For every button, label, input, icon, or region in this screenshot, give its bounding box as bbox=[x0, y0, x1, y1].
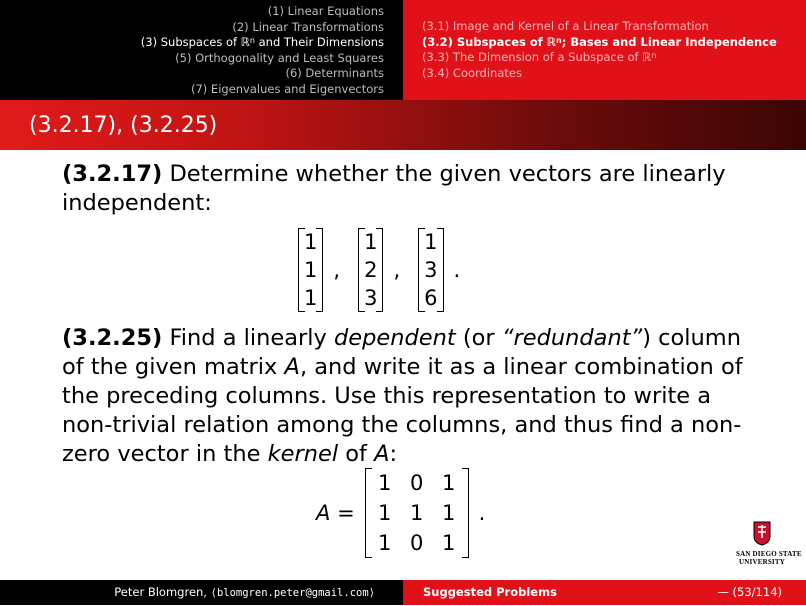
section-link-3-text: (3) Subspaces of ℝ bbox=[140, 35, 250, 49]
matrix-entry: 1 bbox=[377, 531, 392, 555]
matrix-entry: 1 bbox=[441, 531, 456, 555]
section-link-3-text-after: and Their Dimensions bbox=[254, 35, 384, 49]
vector-entry: 3 bbox=[364, 286, 378, 310]
matrix-terminator: . bbox=[478, 501, 486, 525]
problem-ref: (3.2.25) bbox=[62, 325, 163, 351]
vector-separator: , bbox=[393, 258, 401, 282]
emphasis-dependent: dependent bbox=[334, 325, 456, 351]
matrix-entry: 1 bbox=[377, 501, 392, 525]
frame-title-bar bbox=[0, 100, 806, 150]
section-link-7[interactable]: (7) Eigenvalues and Eigenvectors bbox=[190, 81, 384, 96]
subsection-link-3-1[interactable]: (3.1) Image and Kernel of a Linear Transformation bbox=[422, 19, 709, 33]
problem-text: Find a linearly bbox=[162, 325, 335, 351]
logo-line-1: SAN DIEGO STATE bbox=[736, 550, 802, 558]
section-link-3-sup: n bbox=[249, 36, 255, 45]
equals-sign: = bbox=[337, 501, 355, 525]
page-counter: — (53/114) bbox=[717, 585, 782, 599]
vector-entry: 6 bbox=[424, 286, 438, 310]
author-name: Peter Blomgren, bbox=[114, 585, 211, 599]
vector-entry: 3 bbox=[424, 258, 438, 282]
section-nav bbox=[0, 0, 403, 100]
subsection-link-3-2[interactable] bbox=[422, 35, 806, 51]
footer-section-title[interactable]: Suggested Problems bbox=[423, 585, 557, 599]
section-link-3[interactable] bbox=[0, 35, 384, 51]
vector-separator: , bbox=[333, 258, 341, 282]
problem-text: : bbox=[389, 441, 398, 467]
author-email[interactable]: ⟨blomgren.peter@gmail.com⟩ bbox=[210, 587, 375, 599]
subsection-link-3-3-text: (3.3) The Dimension of a Subspace of ℝ bbox=[422, 50, 652, 64]
matrix-equation bbox=[316, 465, 485, 561]
column-vector-3 bbox=[418, 228, 443, 312]
sdsu-shield-icon bbox=[752, 520, 772, 546]
vector-entry: 1 bbox=[304, 230, 318, 254]
beamer-footer bbox=[0, 580, 806, 605]
footer-author bbox=[0, 580, 403, 605]
section-link-6[interactable]: (6) Determinants bbox=[285, 66, 384, 80]
subsection-nav bbox=[403, 0, 806, 100]
subsection-link-3-4[interactable]: (3.4) Coordinates bbox=[422, 65, 522, 80]
vector-entry: 1 bbox=[364, 230, 378, 254]
problem-ref: (3.2.17) bbox=[62, 161, 163, 187]
subsection-link-3-2-sup: n bbox=[556, 35, 562, 45]
symbol-a: A bbox=[374, 441, 390, 467]
emphasis-redundant: “redundant” bbox=[501, 325, 643, 351]
matrix-entry: 1 bbox=[377, 471, 392, 495]
subsection-link-3-2-text-after: ; Bases and Linear Independence bbox=[561, 34, 777, 49]
frame-title: (3.2.17), (3.2.25) bbox=[29, 113, 218, 138]
vector-list bbox=[298, 225, 478, 315]
matrix-a bbox=[365, 468, 469, 558]
vector-terminator: . bbox=[453, 258, 461, 282]
section-link-5[interactable]: (5) Orthogonality and Least Squares bbox=[175, 50, 384, 65]
section-link-2[interactable]: (2) Linear Transformations bbox=[232, 19, 384, 34]
symbol-a: A bbox=[284, 354, 300, 380]
vector-entry: 1 bbox=[304, 286, 318, 310]
matrix-label bbox=[316, 501, 355, 525]
matrix-entry: 1 bbox=[441, 471, 456, 495]
subsection-link-3-3[interactable] bbox=[422, 50, 806, 66]
matrix-entry: 1 bbox=[409, 501, 424, 525]
logo-line-2: UNIVERSITY bbox=[739, 558, 785, 566]
subsection-link-3-2-text: (3.2) Subspaces of ℝ bbox=[422, 34, 557, 49]
column-vector-2 bbox=[358, 228, 383, 312]
problem-text: Determine whether the given vectors are linearly independent: bbox=[62, 161, 726, 216]
problem-3-2-17 bbox=[62, 160, 762, 218]
subsection-link-3-3-sup: n bbox=[651, 51, 657, 60]
sdsu-logo bbox=[736, 520, 802, 580]
problem-text: ) column of the given matrix bbox=[62, 325, 741, 380]
matrix-entry: 0 bbox=[409, 531, 424, 555]
beamer-header bbox=[0, 0, 806, 100]
vector-entry: 2 bbox=[364, 258, 378, 282]
problem-text: of bbox=[338, 441, 375, 467]
emphasis-kernel: kernel bbox=[267, 441, 339, 467]
section-link-1[interactable]: (1) Linear Equations bbox=[267, 4, 384, 18]
column-vector-1 bbox=[298, 228, 323, 312]
problem-text: , and write it as a linear combination of the preceding columns. Use this representation to write a non-trivial relation among the columns, and thus find a non-zero vector in the bbox=[62, 354, 743, 467]
footer-right bbox=[403, 580, 806, 605]
problem-text: (or bbox=[455, 325, 502, 351]
problem-3-2-25 bbox=[62, 324, 762, 469]
matrix-entry: 0 bbox=[409, 471, 424, 495]
vector-entry: 1 bbox=[304, 258, 318, 282]
vector-entry: 1 bbox=[424, 230, 438, 254]
matrix-name: A bbox=[316, 501, 331, 525]
matrix-entry: 1 bbox=[441, 501, 456, 525]
